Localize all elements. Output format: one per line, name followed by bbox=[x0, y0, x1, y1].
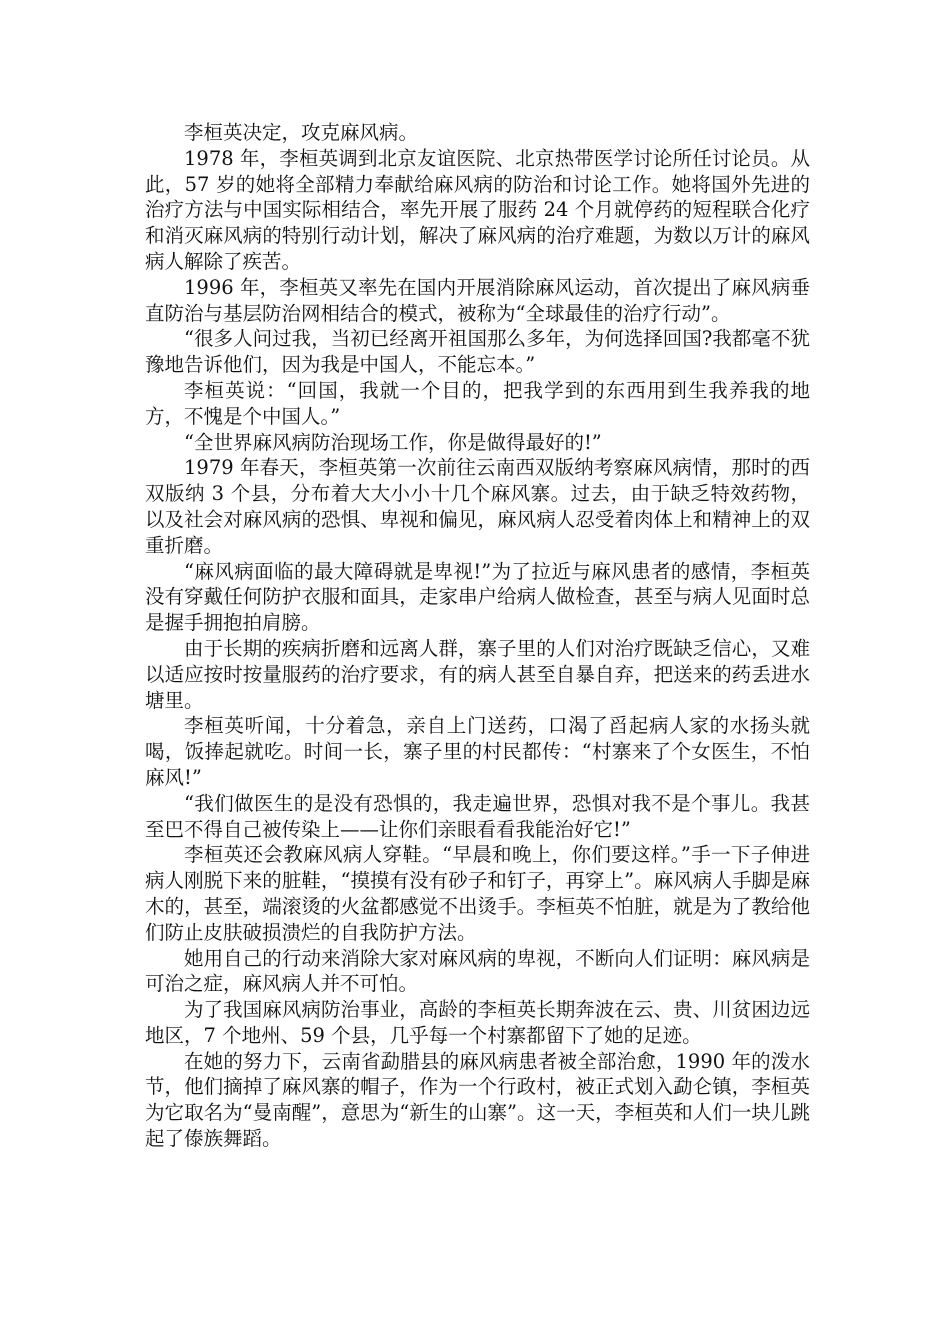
paragraph-6: “全世界麻风病防治现场工作，你是做得最好的!” bbox=[184, 430, 602, 454]
paragraph-13: 她用自己的行动来消除大家对麻风病的卑视，不断向人们证明：麻风病是可治之症，麻风病人并不可怕。 bbox=[145, 946, 810, 996]
paragraph-7: 1979 年春天，李桓英第一次前往云南西双版纳考察麻风病情，那时的西双版纳 3 个县，分布着大大小小十几个麻风寨。过去，由于缺乏特效药物，以及社会对麻风病的恐惧、卑视和偏见，麻风病人忍受着肉体上和精神上的双重折磨。 bbox=[145, 456, 810, 557]
paragraph-2: 1978 年，李桓英调到北京友谊医院、北京热带医学讨论所任讨论员。从此，57 岁的她将全部精力奉献给麻风病的防治和讨论工作。她将国外先进的治疗方法与中国实际相结合，率先开展了服药 24 个月就停药的短程联合化疗和消灭麻风病的特别行动计划，解决了麻风病的治疗难题，为数以万计的麻风病人解除了疾苦。 bbox=[145, 146, 810, 273]
paragraph-5: 李桓英说：“回国，我就一个目的，把我学到的东西用到生我养我的地方，不愧是个中国人。” bbox=[145, 378, 810, 428]
paragraph-10: 李桓英听闻，十分着急，亲自上门送药，口渴了舀起病人家的水扬头就喝，饭捧起就吃。时间一长，寨子里的村民都传：“村寨来了个女医生，不怕麻风!” bbox=[145, 714, 810, 789]
document-body bbox=[145, 120, 810, 1152]
paragraph-8: “麻风病面临的最大障碍就是卑视!”为了拉近与麻风患者的感情，李桓英没有穿戴任何防护衣服和面具，走家串户给病人做检查，甚至与病人见面时总是握手拥抱拍肩膀。 bbox=[145, 559, 810, 635]
paragraph-14: 为了我国麻风病防治事业，高龄的李桓英长期奔波在云、贵、川贫困边远地区，7 个地州、59 个县，几乎每一个村寨都留下了她的足迹。 bbox=[145, 998, 810, 1047]
paragraph-3: 1996 年，李桓英又率先在国内开展消除麻风运动，首次提出了麻风病垂直防治与基层防治网相结合的模式，被称为“全球最佳的治疗行动”。 bbox=[145, 275, 810, 325]
paragraph-15: 在她的努力下，云南省勐腊县的麻风病患者被全部治愈，1990 年的泼水节，他们摘掉了麻风寨的帽子，作为一个行政村，被正式划入勐仑镇，李桓英为它取名为“曼南醒”，意思为“新生的山寨”。这一天，李桓英和人们一块儿跳起了傣族舞蹈。 bbox=[145, 1049, 810, 1151]
paragraph-12: 李桓英还会教麻风病人穿鞋。“早晨和晚上，你们要这样。”手一下子伸进病人刚脱下来的脏鞋，“摸摸有没有砂子和钉子，再穿上”。麻风病人手脚是麻木的，甚至，端滚烫的火盆都感觉不出烫手。李桓英不怕脏，就是为了教给他们防止皮肤破损溃烂的自我防护方法。 bbox=[145, 843, 810, 944]
paragraph-11: “我们做医生的是没有恐惧的，我走遍世界，恐惧对我不是个事儿。我甚至巴不得自己被传染上——让你们亲眼看看我能治好它!” bbox=[145, 791, 810, 841]
paragraph-1: 李桓英决定，攻克麻风病。 bbox=[184, 121, 419, 144]
paragraph-9: 由于长期的疾病折磨和远离人群，寨子里的人们对治疗既缺乏信心，又难以适应按时按量服药的治疗要求，有的病人甚至自暴自弃，把送来的药丢进水塘里。 bbox=[145, 636, 810, 712]
paragraph-4: “很多人问过我，当初已经离开祖国那么多年，为何选择回国?我都毫不犹豫地告诉他们，因为我是中国人，不能忘本。” bbox=[145, 327, 810, 377]
